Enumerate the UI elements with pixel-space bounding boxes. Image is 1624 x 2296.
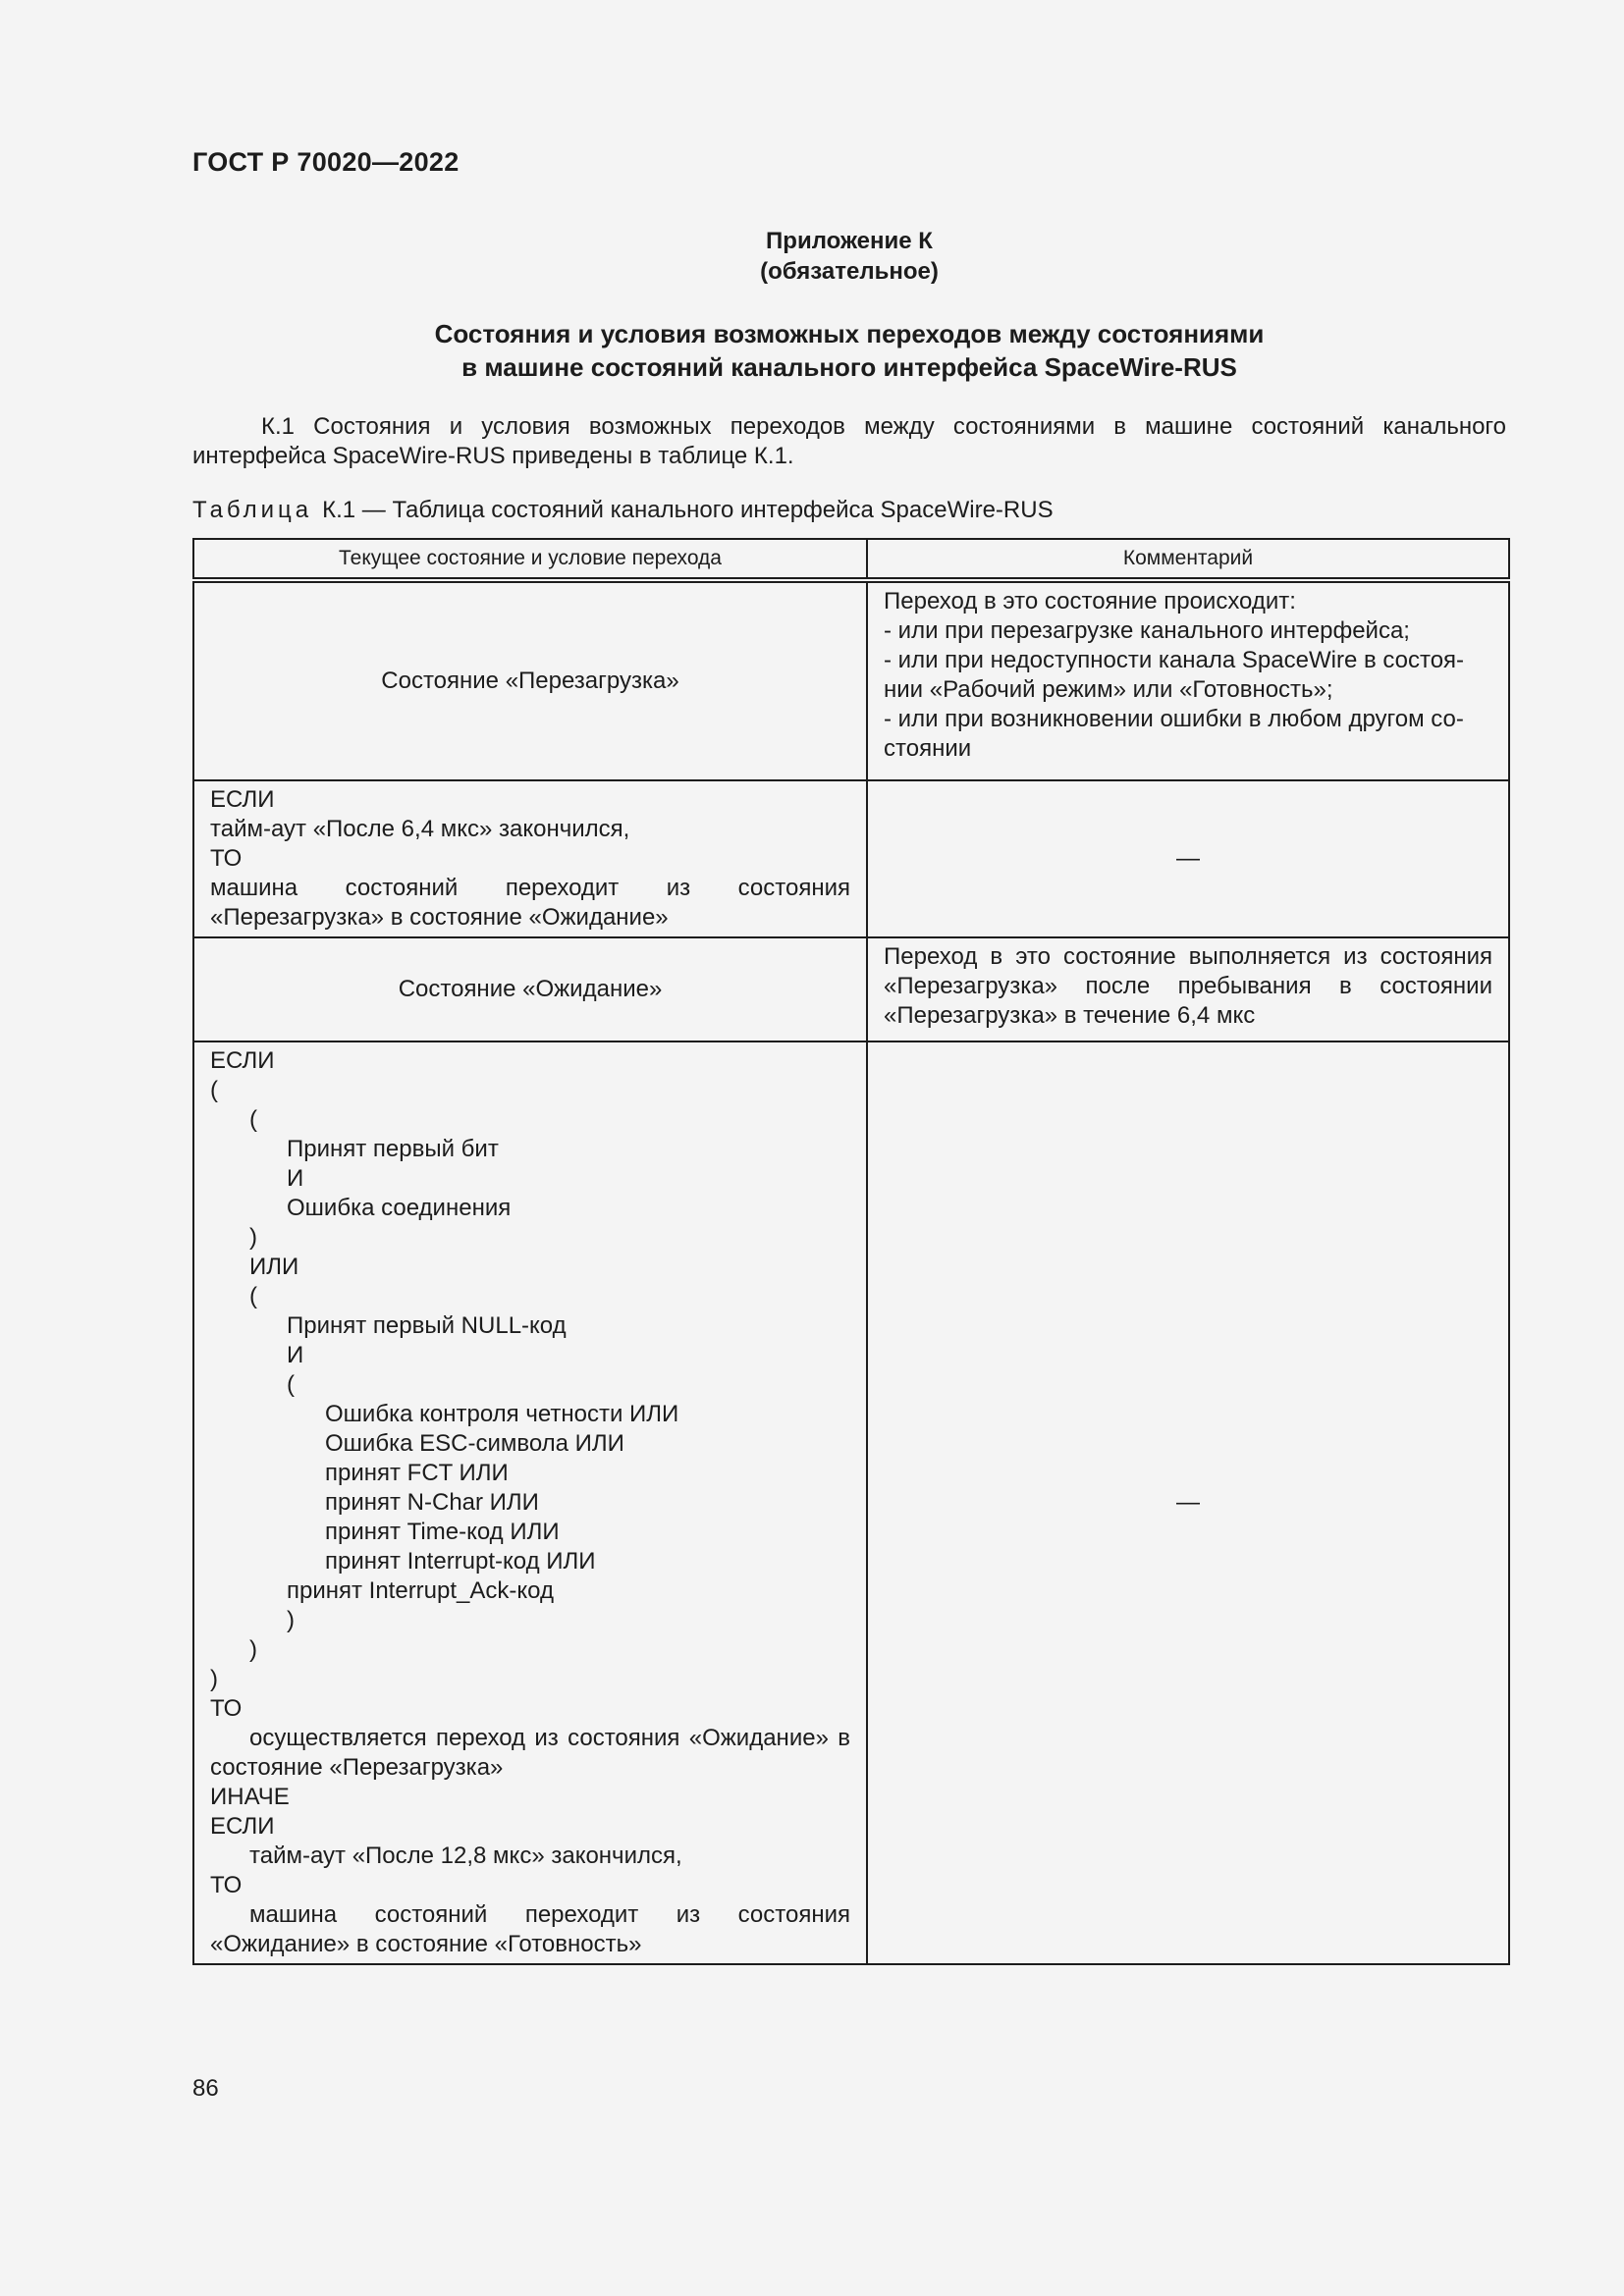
comment-line: - или при перезагрузке канального интерфейса;: [884, 617, 1410, 644]
state-reset-cell: [193, 580, 867, 780]
condition-line: ЕСЛИ: [210, 786, 275, 813]
condition-line: (: [249, 1283, 257, 1309]
comment-line: стоянии: [884, 735, 972, 762]
annex-label: [192, 226, 1506, 287]
state-reset-comment: [867, 580, 1509, 780]
condition-line: ): [210, 1666, 218, 1692]
comment-line: нии «Рабочий режим» или «Готовность»;: [884, 676, 1333, 703]
condition-line: ЕСЛИ: [210, 1813, 275, 1840]
condition-line: ТО: [210, 1872, 243, 1898]
state-wait-label: Состояние «Ожидание»: [398, 976, 663, 1002]
condition-line: Ошибка соединения: [287, 1195, 512, 1221]
condition-line: ): [287, 1607, 295, 1633]
condition-line: ТО: [210, 845, 243, 872]
annex-title: Приложение К: [766, 228, 933, 254]
condition-line: машина состояний переходит из состояния «Перезагрузка» в состояние «Ожидание»: [210, 875, 850, 931]
condition-line: (: [249, 1106, 257, 1133]
comment-line: - или при недоступности канала SpaceWire в состоя-: [884, 647, 1465, 673]
annex-heading-line1: Состояния и условия возможных переходов между состояниями: [434, 319, 1265, 348]
condition-line: принят FCT ИЛИ: [325, 1460, 509, 1486]
annex-heading-line2: в машине состояний канального интерфейса SpaceWire-RUS: [461, 352, 1237, 382]
condition-line: Ошибка ESC-символа ИЛИ: [325, 1430, 624, 1457]
state-wait-cell: [193, 937, 867, 1041]
wait-transition-cell: [193, 1041, 867, 1964]
wait-transition-comment: —: [867, 1041, 1509, 1964]
condition-line: ТО: [210, 1695, 243, 1722]
condition-line: ): [249, 1224, 257, 1251]
table-caption: [192, 496, 1054, 525]
annex-heading: [192, 317, 1506, 384]
table-row: [193, 937, 1509, 1041]
annex-status: (обязательное): [760, 258, 939, 285]
comment-line: - или при возникновении ошибки в любом другом со-: [884, 706, 1464, 732]
table-row: [193, 580, 1509, 780]
condition-line: принят N-Char ИЛИ: [325, 1489, 539, 1516]
page-number: 86: [192, 2075, 219, 2102]
condition-line: принят Interrupt-код ИЛИ: [325, 1548, 596, 1575]
reset-transition-cell: [193, 780, 867, 937]
condition-line: ЕСЛИ: [210, 1047, 275, 1074]
reset-transition-comment: —: [867, 780, 1509, 937]
column-header-state: Текущее состояние и условие перехода: [193, 539, 867, 580]
condition-line: И: [287, 1342, 304, 1368]
condition-line: Принят первый NULL-код: [287, 1312, 567, 1339]
condition-line: ИНАЧЕ: [210, 1784, 290, 1810]
condition-line: И: [287, 1165, 304, 1192]
condition-line: машина состояний переходит из состояния «Ожидание» в состояние «Готовность»: [210, 1901, 850, 1957]
condition-line: осуществляется переход из состояния «Ожидание» в состояние «Перезагрузка»: [210, 1725, 850, 1781]
column-header-comment: Комментарий: [867, 539, 1509, 580]
condition-line: (: [287, 1371, 295, 1398]
condition-line: Ошибка контроля четности ИЛИ: [325, 1401, 679, 1427]
intro-paragraph: К.1 Состояния и условия возможных переходов между состояниями в машине состояний канального интерфейса SpaceWire-RUS приведены в таблице К.1.: [192, 413, 1506, 469]
condition-line: (: [210, 1077, 218, 1103]
condition-line: тайм-аут «После 12,8 мкс» закончился,: [249, 1842, 682, 1869]
comment-line: Переход в это состояние происходит:: [884, 588, 1296, 614]
table-caption-prefix: Таблица: [192, 497, 313, 523]
table-header-row: [193, 539, 1509, 580]
condition-line: Принят первый бит: [287, 1136, 499, 1162]
condition-line: тайм-аут «После 6,4 мкс» закончился,: [210, 816, 630, 842]
state-table: [192, 538, 1510, 1965]
standard-designation: ГОСТ Р 70020—2022: [192, 147, 460, 177]
condition-line: принят Time-код ИЛИ: [325, 1519, 560, 1545]
condition-line: ИЛИ: [249, 1254, 299, 1280]
table-row: [193, 780, 1509, 937]
state-wait-comment: Переход в это состояние выполняется из состояния «Перезагрузка» после пребывания в состоянии «Перезагрузка» в течение 6,4 мкс: [867, 937, 1509, 1041]
condition-line: принят Interrupt_Ack-код: [287, 1577, 554, 1604]
condition-line: ): [249, 1636, 257, 1663]
state-reset-label: Состояние «Перезагрузка»: [381, 667, 679, 694]
table-row: [193, 1041, 1509, 1964]
table-caption-text: К.1 — Таблица состояний канального интерфейса SpaceWire-RUS: [322, 497, 1054, 523]
